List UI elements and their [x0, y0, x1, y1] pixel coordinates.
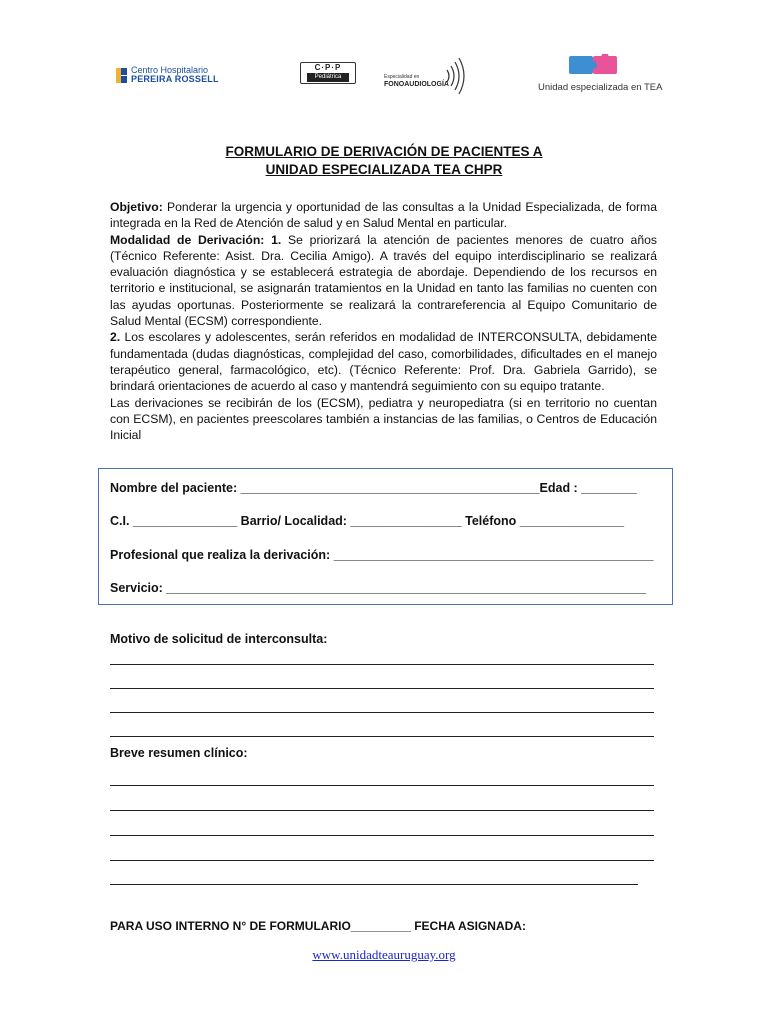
tea-logo-text: Unidad especializada en TEA	[538, 82, 663, 93]
cpp-logo-line2: Pediátrica	[307, 73, 349, 82]
motivo-line[interactable]	[110, 736, 654, 737]
fono-logo-line1: Especialidad en	[384, 74, 420, 80]
motivo-line[interactable]	[110, 688, 654, 689]
resumen-line[interactable]	[110, 884, 638, 885]
sound-waves-icon	[444, 56, 466, 96]
chpr-mark-icon	[116, 68, 127, 83]
form-title-line2: UNIDAD ESPECIALIZADA TEA CHPR	[265, 162, 503, 177]
service-field[interactable]: Servicio: _____________________________________________________________________	[110, 581, 646, 595]
patient-id-field[interactable]: C.I. _______________ Barrio/ Localidad: ________________ Teléfono _______________	[110, 514, 625, 528]
resumen-line[interactable]	[110, 810, 654, 811]
website-link[interactable]: www.unidadteauruguay.org	[312, 947, 456, 962]
form-title-line1: FORMULARIO DE DERIVACIÓN DE PACIENTES A	[225, 144, 543, 159]
motivo-label: Motivo de solicitud de interconsulta:	[110, 632, 328, 646]
chpr-logo	[116, 66, 219, 84]
modality-text: Se priorizará la atención de pacientes menores de cuatro años (Técnico Referente: Asist. Dra. Cecilia Amigo). A través del equipo interdisciplinario se realizará evaluación diagnóstica y se establecerá estrategia de abordaje. Dependiendo de los recursos en territorio e institucional, se asignarán tratamientos en la Unidad en tanto las familias no cuenten con las ayudas oportunas. Posteriormente se realizará la contrareferencia al Equipo Comunitario de Salud Mental (ECSM) correspondiente.	[110, 232, 657, 329]
resumen-label: Breve resumen clínico:	[110, 746, 248, 760]
modality-label: Modalidad de Derivación: 1.	[110, 232, 282, 247]
cpp-logo	[300, 62, 356, 84]
point2-text: Los escolares y adolescentes, serán referidos en modalidad de INTERCONSULTA, debidamente fundamentada (dudas diagnósticas, complejidad del caso, comorbilidades, dificultades en el manejo terapéutico general, farmacológico, etc). (Técnico Referente: Prof. Dra. Gabriela Garrido), se brindará orientaciones de acuerdo al caso y mantendrá seguimiento con su equipo tratante.	[110, 330, 657, 394]
objective-label: Objetivo:	[110, 200, 163, 214]
internal-use-line: PARA USO INTERNO N° DE FORMULARIO_________ FECHA ASIGNADA:	[110, 919, 526, 933]
motivo-line[interactable]	[110, 664, 654, 665]
tea-logo	[538, 54, 663, 96]
motivo-line[interactable]	[110, 712, 654, 713]
chpr-logo-line1: Centro Hospitalario	[131, 65, 209, 75]
resumen-line[interactable]	[110, 860, 654, 861]
fono-logo-line2: FONOAUDIOLOGÍA	[384, 81, 449, 88]
cpp-logo-line1: C·P·P	[314, 63, 342, 72]
resumen-line[interactable]	[110, 835, 654, 836]
objective-paragraph	[110, 199, 657, 443]
logo-bar	[0, 50, 768, 100]
resumen-line[interactable]	[110, 785, 654, 786]
patient-name-field[interactable]: Nombre del paciente: ___________________________________________Edad : ________	[110, 481, 637, 495]
referrals-text: Las derivaciones se recibirán de los (ECSM), pediatra y neuropediatra (si en territorio no cuentan con ECSM), en pacientes preescolares también a instancias de las familias, o Centros de Educación Inicial	[110, 395, 657, 443]
puzzle-icon	[568, 54, 618, 76]
fono-logo	[384, 56, 468, 96]
point2-label: 2.	[110, 330, 121, 345]
objective-text: Ponderar la urgencia y oportunidad de las consultas a la Unidad Especializada, de forma integrada en la Red de Atención de salud y en Salud Mental en particular.	[110, 200, 657, 231]
chpr-logo-line2: PEREIRA ROSSELL	[131, 74, 219, 84]
referring-professional-field[interactable]: Profesional que realiza la derivación: ______________________________________________	[110, 548, 654, 562]
